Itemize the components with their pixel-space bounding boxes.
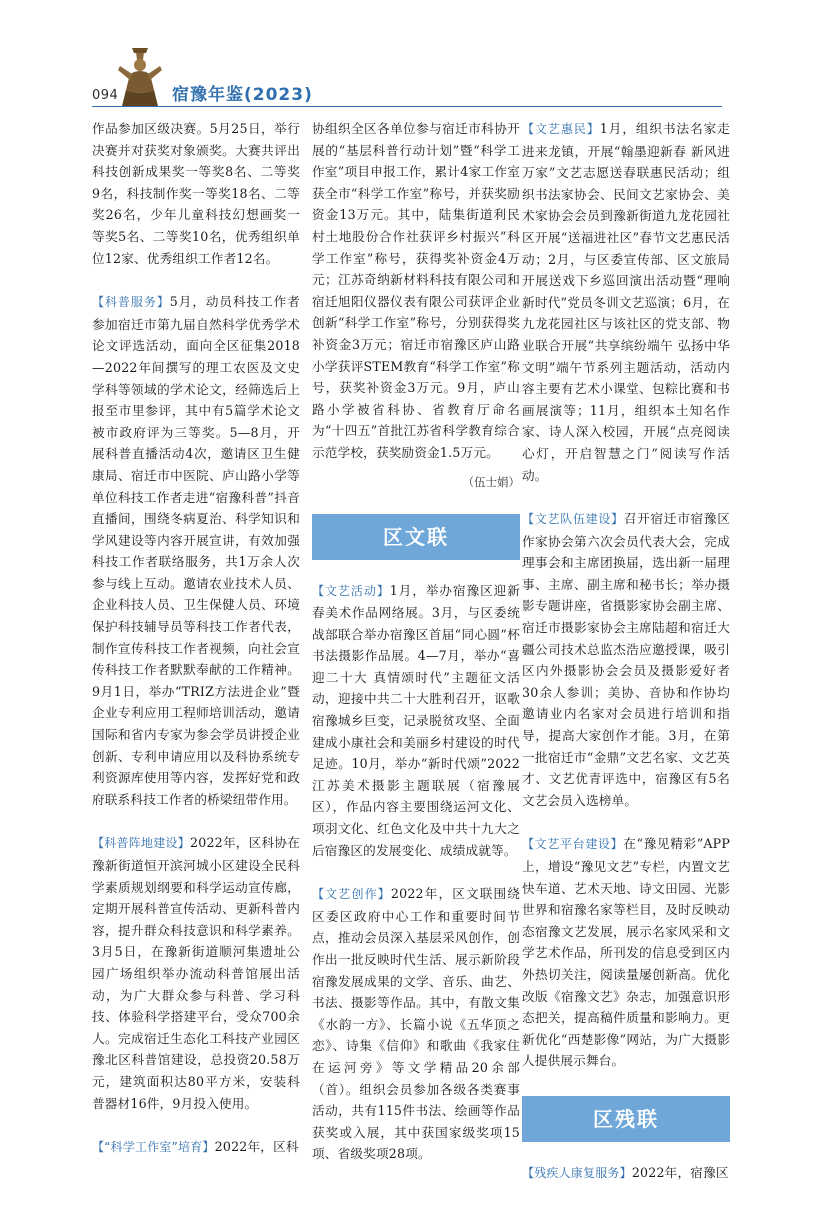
bronze-figure-logo-icon — [110, 44, 170, 108]
paragraph: 【文艺活动】1月，举办宿豫区迎新春美术作品网络展。3月，与区委统战部联合举办宿豫区首届“同心圆”杯书法摄影作品展。4—7月，举办“喜迎二十大 真情颂时代”主题征文活动，迎接中共二十大胜利召开，讴歌宿豫城乡巨变，记录脱贫攻坚、全面建成小康社会和美丽乡村建设的时代足迹。10月，举办“新时代颂”2022江苏美术摄影主题联展（宿豫展区），作品内容主要围绕运河文化、项羽文化、红色文化及中共十九大之后宿豫区的发展变化、成绩成就等。 — [312, 582, 521, 858]
paragraph: 【残疾人康复服务】2022年，宿豫区 — [522, 1164, 729, 1180]
section-tag: 【文艺平台建设】 — [522, 837, 624, 852]
header-rule — [92, 106, 722, 107]
paragraph: 【文艺惠民】1月，组织书法名家走进来龙镇，开展“翰墨迎新春 新风进万家”文艺志愿送春联惠民活动；组织书法家协会、民间文艺家协会、美术家协会会员到豫新街道九龙花园社区开展“送福进社区”春节文艺惠民活动；2月，与区委宣传部、区文旅局开展送戏下乡巡回演出活动暨“理响新时代”党员冬训文艺巡演；6月，在九龙花园社区与该社区的党支部、物业联合开展“共享缤纷端午 弘扬中华文明”端午节系列主题活动，活动内容主要有艺术小课堂、包粽比赛和书画展演等；11月，组织本土知名作家、诗人深入校园，开展“点亮阅读心灯，开启智慧之门”阅读写作活动。 — [522, 121, 731, 483]
paragraph: 【科普阵地建设】2022年，区科协在豫新街道恒开滨河城小区建设全民科学素质规划纲要和科学运动宣传廊，定期开展科普宣传活动、更新科普内容，提升群众科技意识和科学素养。3月5日，在豫新街道顺河集遗址公园广场组织举办流动科普馆展出活动，为广大群众参与科普、学习科技、体验科学搭建平台，受众700余人。完成宿迁生态化工科技产业园区豫北区科普馆建设，总投资20.58万元，建筑面积达80平方米，安装科普器材16件，9月投入使用。 — [92, 835, 300, 1111]
section-tag: 【文艺活动】 — [312, 583, 390, 598]
section-banner-canlian: 区残联 — [522, 1096, 730, 1142]
paragraph: 【科普服务】5月，动员科技工作者参加宿迁市第九届自然科学优秀学术论文评选活动，面向全区征集2018—2022年间撰写的理工农医及文史学科等领域的学术论文，经筛选后上报至市里参评，其中有5篇学术论文被市政府评为三等奖。5—8月，开展科普直播活动4次，邀请区卫生健康局、宿迁市中医院、庐山路小学等单位科技工作者走进“宿豫科普”抖音直播间，围绕冬病夏治、科学知识和学风建设等内容开展宣讲，有效加强科技工作者联络服务，共1万余人次参与线上互动。邀请农业技术人员、企业科技人员、卫生保健人员、环境保护科技辅导员等科技工作者代表，制作宣传科技工作者视频，向社会宣传科技工作者默默奉献的工作精神。9月1日，举办“TRIZ方法进企业”暨企业专利应用工程师培训活动，邀请国际和省内专家为参会学员讲授企业创新、专利申请应用以及科协系统专利资源库使用等内容，发挥好党和政府联系科技工作者的桥梁纽带作用。 — [92, 294, 301, 807]
paragraph: 【文艺队伍建设】召开宿迁市宿豫区作家协会第六次会员代表大会，完成理事会和主席团换届，选出新一届理事、主席、副主席和秘书长；举办摄影专题讲座，省摄影家协会副主席、宿迁市摄影家协会主席陆超和宿迁大疆公司技术总监杰浩应邀授课，吸引区内外摄影协会会员及摄影爱好者30余人参训；美协、音协和作协均邀请业内名家对会员进行培训和指导，提高大家创作才能。3月，在第一批宿迁市“金鼎”文艺名家、文艺英才、文艺优青评选中，宿豫区有5名文艺会员入选榜单。 — [522, 511, 730, 808]
book-title: 宿豫年鉴(2023) — [172, 85, 313, 105]
paragraph: 【文艺平台建设】在“豫见精彩”APP上，增设“豫见文艺”专栏，内置文艺快车道、艺术天地、诗文田园、光影世界和宿豫名家等栏目，及时反映动态宿豫文艺发展，展示名家风采和文学艺术作品，所刊发的信息受到区内外热切关注，阅读量屡创新高。优化改版《宿豫文艺》杂志，加强意识形态把关，提高稿件质量和影响力。更新优化“西楚影像”网站，为广大摄影人提供展示舞台。 — [522, 836, 731, 1069]
page-header — [0, 0, 816, 110]
section-banner-wenlian: 区文联 — [312, 514, 520, 560]
column-2 — [312, 118, 520, 1187]
paragraph: 协组织全区各单位参与宿迁市科协开展的“基层科普行动计划”暨“科学工作室”项目申报工作，累计4家工作室获全市“科学工作室”称号，并获奖励资金13万元。其中，陆集街道利民村土地股份合作社获评乡村振兴“科学工作室”称号，获得奖补资金4万元；江苏奇纳新材料科技有限公司和宿迁旭阳仪器仪表有限公司获评企业创新“科学工作室”称号，分别获得奖补资金3万元；宿迁市宿豫区庐山路小学获评STEM教育“科学工作室”称号，获奖补资金3万元。9月，庐山路小学被省科协、省教育厅命名为“十四五”首批江苏省科学教育综合示范学校，获奖励资金1.5万元。 — [312, 121, 520, 460]
section-tag: 【文艺惠民】 — [522, 122, 600, 136]
author-signature: （伍士娟） — [462, 474, 520, 489]
paragraph: 作品参加区级决赛。5月25日，举行决赛并对获奖对象颁奖。大赛共评出科技创新成果奖一等奖8名、二等奖9名，科技制作奖一等奖18名、二等奖26名，少年儿童科技幻想画奖一等奖5名、二等奖10名，优秀组织单位12家、优秀组织工作者12名。 — [92, 121, 300, 266]
paragraph: 【文艺创作】2022年，区文联围绕区委区政府中心工作和重要时间节点，推动会员深入基层采风创作，创作出一批反映时代生活、展示新阶段宿豫发展成果的文学、音乐、曲艺、书法、摄影等作品。其中，有散文集《水韵一方》、长篇小说《五华顶之恋》、诗集《信仰》和歌曲《我家住在运河旁》等文学精品20余部（首）。组织会员参加各级各类赛事活动，共有115件书法、绘画等作品获奖或入展，其中获国家级奖项15项、省级奖项28项。 — [312, 886, 520, 1162]
column-1 — [92, 118, 300, 1181]
section-tag: 【“科学工作室”培育】 — [92, 1140, 215, 1155]
section-tag: 【残疾人康复服务】 — [522, 1165, 632, 1180]
section-tag: 【科普阵地建设】 — [92, 836, 191, 851]
page-number: 094 — [92, 88, 119, 103]
column-3 — [522, 118, 730, 1207]
section-tag: 【文艺创作】 — [312, 887, 391, 902]
section-tag: 【文艺队伍建设】 — [522, 512, 624, 527]
paragraph: 【“科学工作室”培育】2022年，区科 — [92, 1139, 299, 1155]
section-tag: 【科普服务】 — [92, 295, 170, 310]
